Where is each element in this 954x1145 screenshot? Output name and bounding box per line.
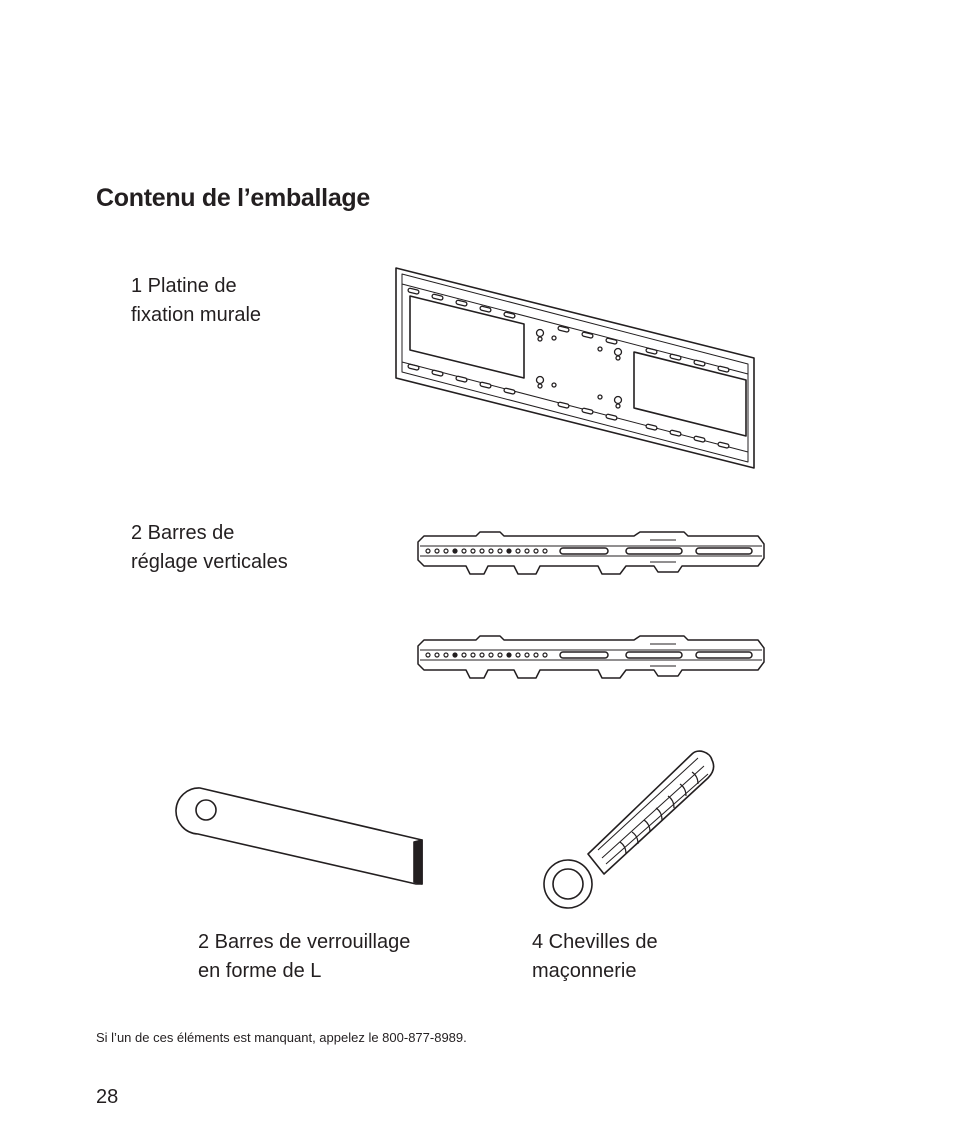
anchors-label: 4 Chevilles de maçonnerie: [532, 931, 658, 982]
masonry-anchor-illustration: [540, 746, 718, 912]
wall-plate-label: 1 Platine de fixation murale: [131, 275, 262, 326]
wall-plate-illustration: [388, 262, 760, 474]
vertical-bar-illustration-1: [414, 528, 766, 578]
vertical-bar-illustration-2: [414, 632, 766, 682]
locking-bar-illustration: [184, 784, 436, 888]
page-number: 28: [96, 1086, 119, 1108]
vertical-bars-label: 2 Barres de réglage verticales: [131, 522, 288, 573]
missing-parts-note: Si l’un de ces éléments est manquant, appelez le 800-877-8989.: [96, 1030, 467, 1045]
page-title: Contenu de l’emballage: [96, 184, 371, 212]
locking-bars-label: 2 Barres de verrouillage en forme de L: [198, 931, 411, 982]
